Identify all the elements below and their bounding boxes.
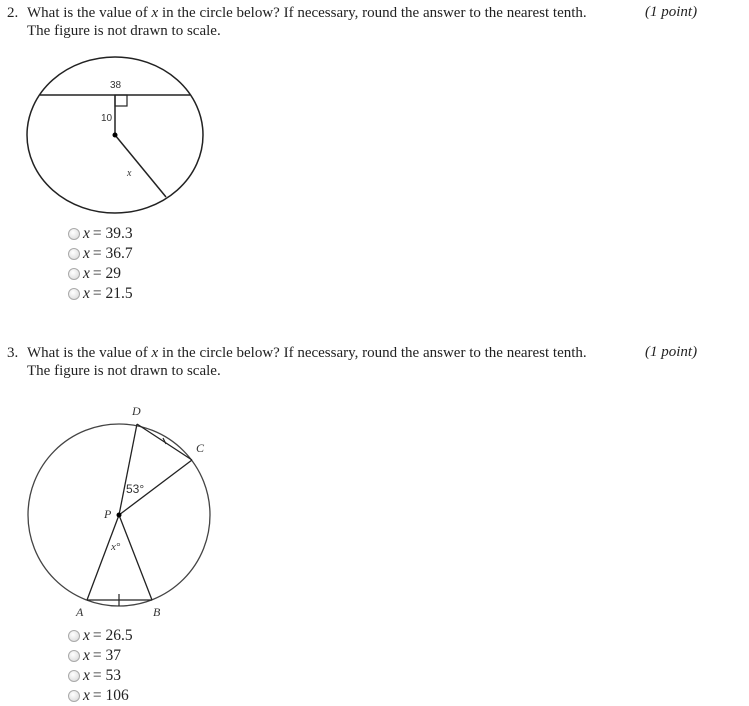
- distance-label: 10: [101, 113, 113, 124]
- question-number: 2.: [7, 5, 19, 21]
- label-b: B: [153, 605, 161, 619]
- radio-button[interactable]: [68, 690, 80, 702]
- question-text-part: in the circle below? If necessary, round the answer to the nearest tenth.: [161, 345, 587, 361]
- option-value: = 21.5: [92, 285, 133, 302]
- label-c: C: [196, 441, 205, 455]
- variable: x: [83, 647, 90, 664]
- question-text-part: in the circle below? If necessary, round the answer to the nearest tenth.: [161, 5, 587, 21]
- variable: x: [151, 5, 159, 21]
- option-value: = 26.5: [92, 627, 133, 644]
- label-a: A: [76, 605, 84, 619]
- segment-pd: [119, 424, 137, 515]
- variable: x: [151, 345, 159, 361]
- angle-label-53: 53°: [126, 482, 145, 496]
- question-note: The figure is not drawn to scale.: [27, 23, 221, 39]
- variable: x: [83, 285, 90, 302]
- variable: x: [83, 245, 90, 262]
- points-label: (1 point): [645, 4, 698, 20]
- segment-pb: [119, 515, 152, 600]
- label-p: P: [104, 507, 112, 521]
- answer-option[interactable]: [68, 646, 121, 666]
- label-d: D: [132, 404, 141, 418]
- variable: x: [83, 667, 90, 684]
- option-value: = 39.3: [92, 225, 133, 242]
- chord-label: 38: [110, 80, 122, 91]
- radio-button[interactable]: [68, 670, 80, 682]
- option-value: = 36.7: [92, 245, 133, 262]
- variable: x: [83, 265, 90, 282]
- question-number: 3.: [7, 345, 19, 361]
- radius-label: x: [127, 168, 132, 179]
- option-value: = 106: [92, 687, 129, 704]
- question-note: The figure is not drawn to scale.: [27, 363, 221, 379]
- center-point: [117, 513, 122, 518]
- answer-option[interactable]: [68, 686, 129, 706]
- question-text-part: What is the value of: [27, 5, 148, 21]
- segment-pa: [87, 515, 119, 600]
- variable: x: [83, 225, 90, 242]
- answer-option[interactable]: [68, 626, 133, 646]
- angle-label-x: x°: [111, 541, 121, 553]
- question-text-part: What is the value of: [27, 345, 148, 361]
- answer-option[interactable]: [68, 666, 121, 686]
- radio-button[interactable]: [68, 630, 80, 642]
- option-value: = 29: [92, 265, 122, 282]
- radio-button[interactable]: [68, 650, 80, 662]
- option-value: = 37: [92, 647, 122, 664]
- points-label: (1 point): [645, 344, 698, 360]
- option-value: = 53: [92, 667, 122, 684]
- variable: x: [83, 627, 90, 644]
- variable: x: [83, 687, 90, 704]
